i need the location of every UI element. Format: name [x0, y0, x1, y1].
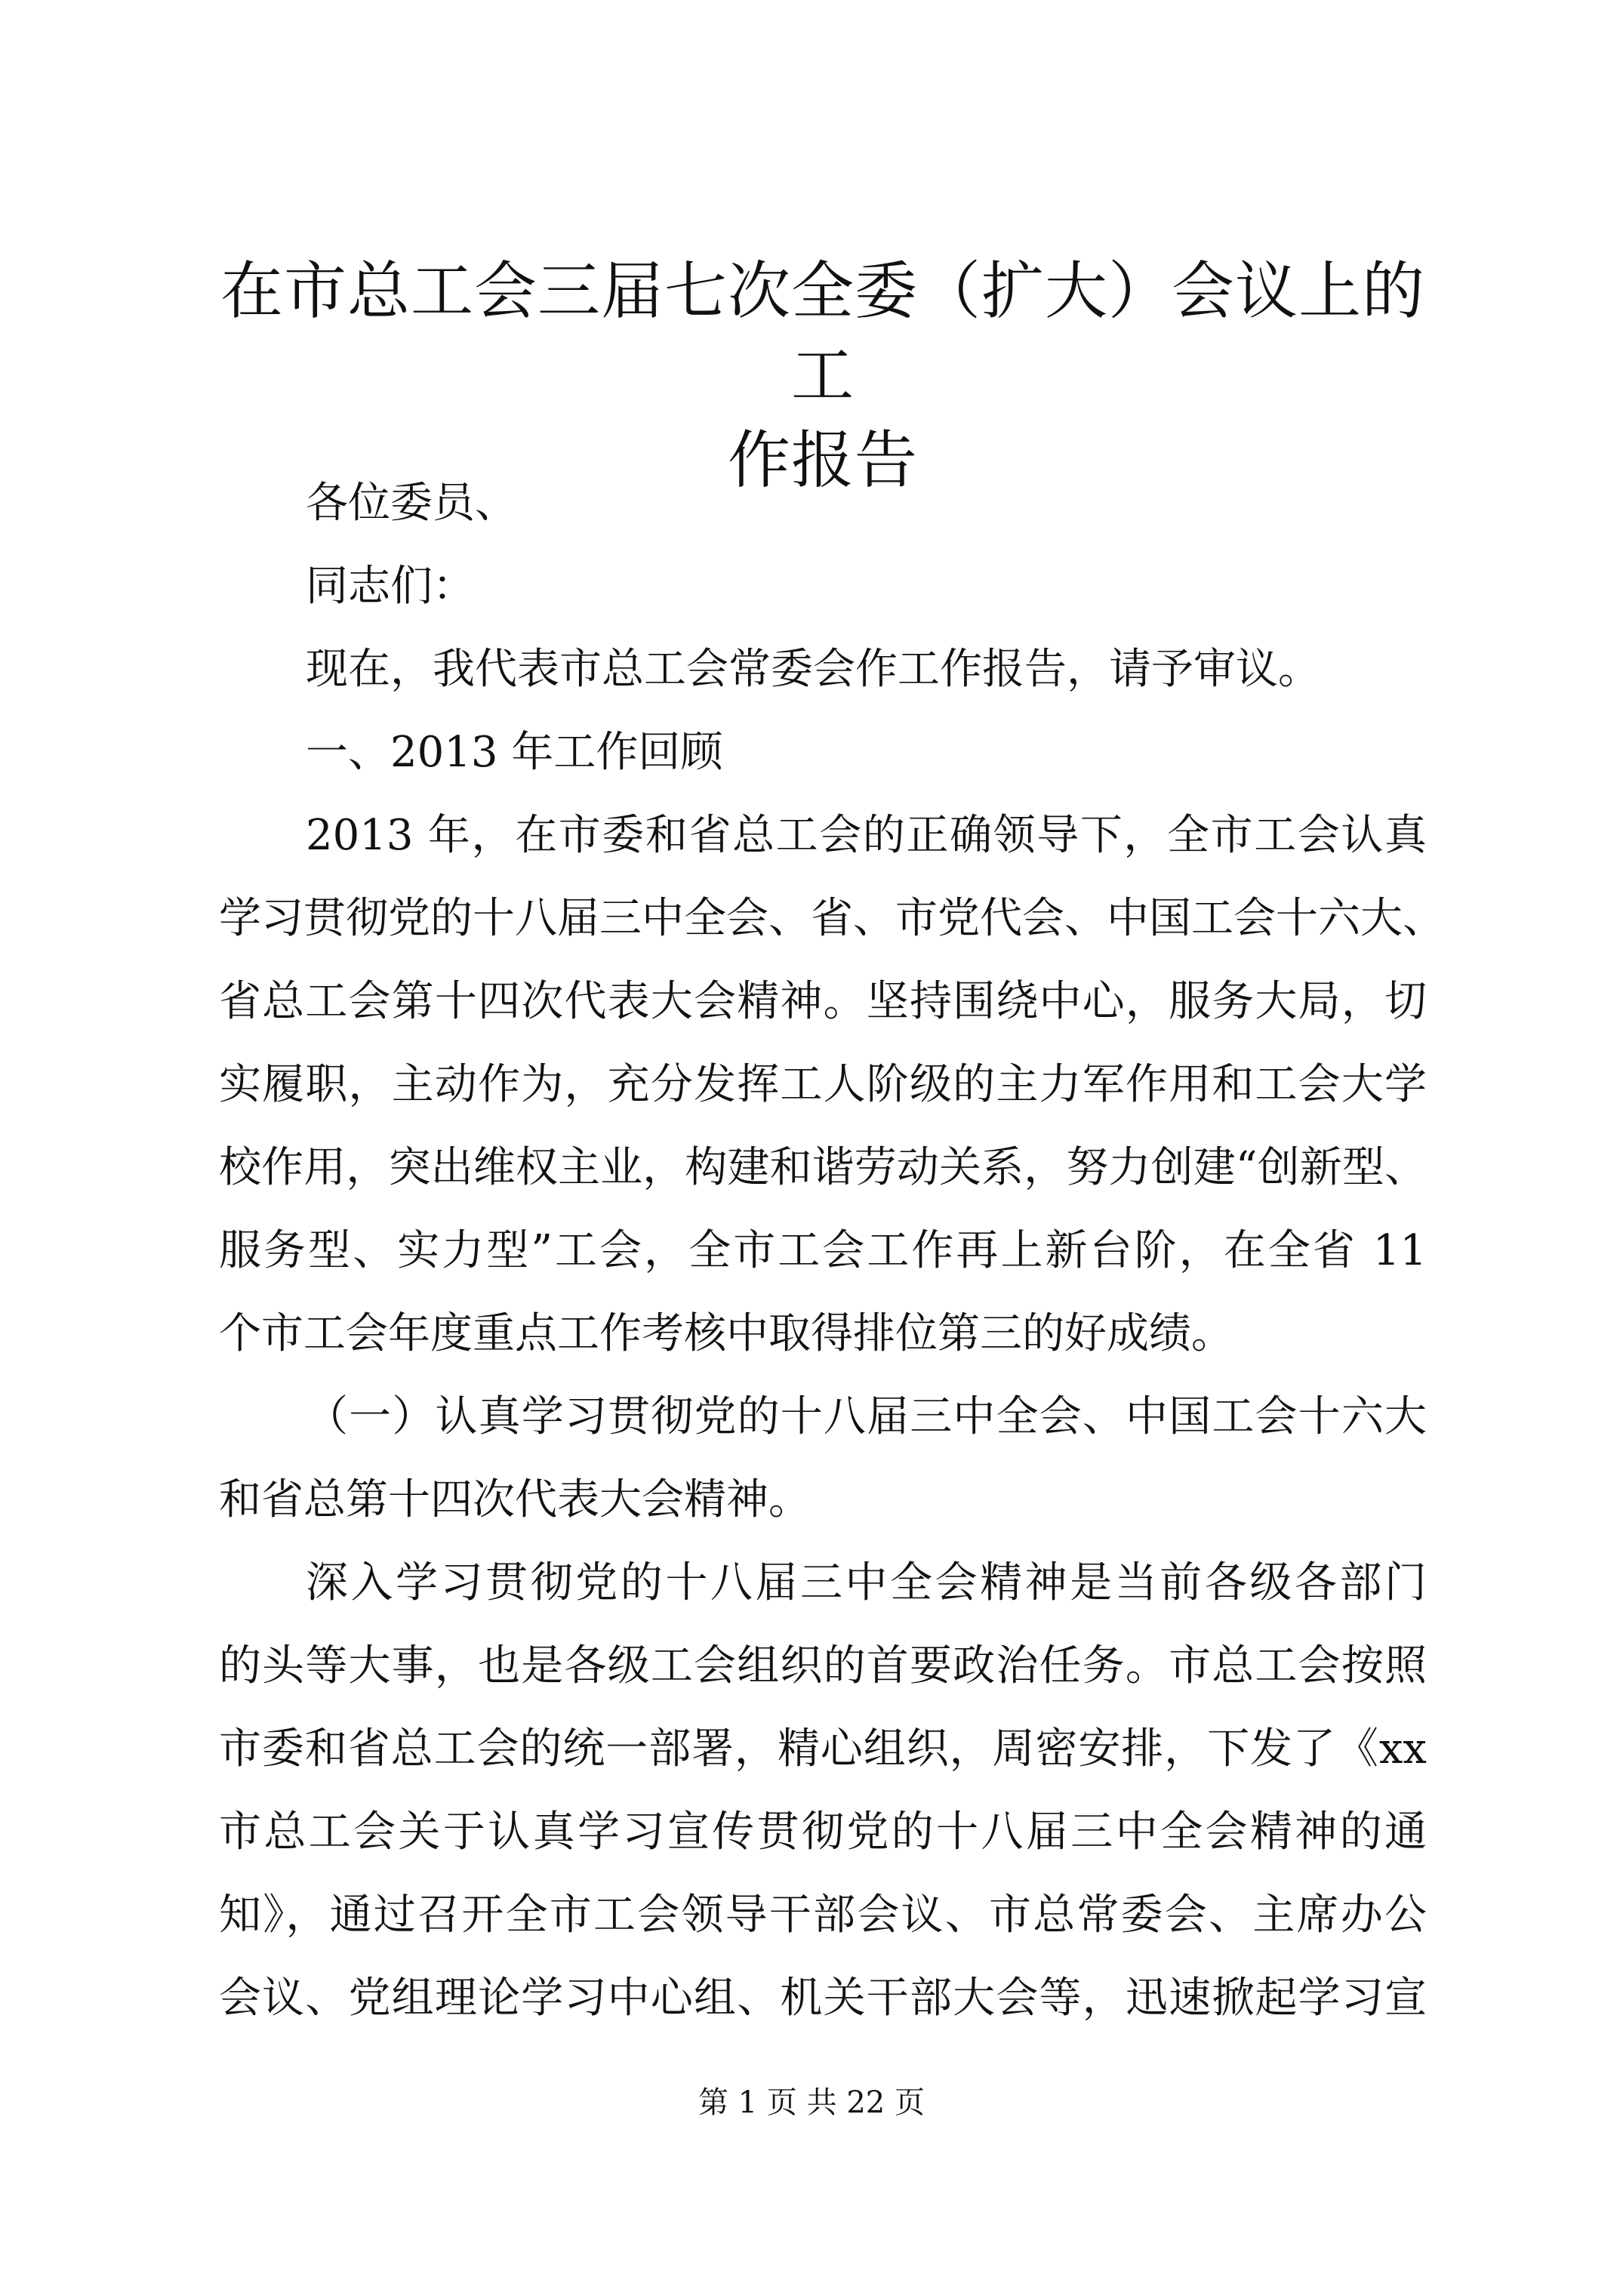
body-line: 个市工会年度重点工作考核中取得排位第三的好成绩。 — [219, 1309, 1233, 1358]
body-line: 校作用，突出维权主业，构建和谐劳动关系，努力创建“创新型、 — [219, 1143, 1427, 1192]
body-line: 实履职，主动作为，充分发挥工人阶级的主力军作用和工会大学 — [219, 1060, 1427, 1109]
body-line: 深入学习贯彻党的十八届三中全会精神是当前各级各部门 — [306, 1558, 1427, 1607]
title-line-2: 作报告 — [728, 424, 918, 497]
section-heading: 一、2013 年工作回顾 — [306, 728, 723, 777]
title-line-1: 在市总工会三届七次全委（扩大）会议上的工 — [220, 254, 1425, 412]
body-line: 学习贯彻党的十八届三中全会、省、市党代会、中国工会十六大、 — [219, 894, 1445, 943]
page-footer: 第 1 页 共 22 页 — [698, 2085, 925, 2120]
subsection-heading-cont: 和省总第十四次代表大会精神。 — [219, 1475, 811, 1524]
body-line: 省总工会第十四次代表大会精神。坚持围绕中心，服务大局，切 — [219, 977, 1427, 1026]
salutation-line-2: 同志们： — [306, 562, 475, 611]
intro-line: 现在，我代表市总工会常委会作工作报告，请予审议。 — [306, 645, 1320, 694]
body-line: 服务型、实力型”工会，全市工会工作再上新台阶，在全省 11 — [219, 1226, 1427, 1275]
body-line: 知》，通过召开全市工会领导干部会议、市总常委会、主席办公 — [219, 1891, 1427, 1940]
salutation-line-1: 各位委员、 — [306, 479, 517, 528]
body-line: 的头等大事，也是各级工会组织的首要政治任务。市总工会按照 — [219, 1641, 1427, 1690]
subsection-heading: （一）认真学习贯彻党的十八届三中全会、中国工会十六大 — [306, 1392, 1427, 1441]
body-line: 2013 年，在市委和省总工会的正确领导下，全市工会认真 — [306, 811, 1427, 860]
document-title — [219, 249, 1427, 503]
body-line: 会议、党组理论学习中心组、机关干部大会等，迅速掀起学习宣 — [219, 1974, 1427, 2023]
body-line: 市总工会关于认真学习宣传贯彻党的十八届三中全会精神的通 — [219, 1808, 1427, 1857]
body-line: 市委和省总工会的统一部署，精心组织，周密安排，下发了《xx — [219, 1724, 1427, 1774]
